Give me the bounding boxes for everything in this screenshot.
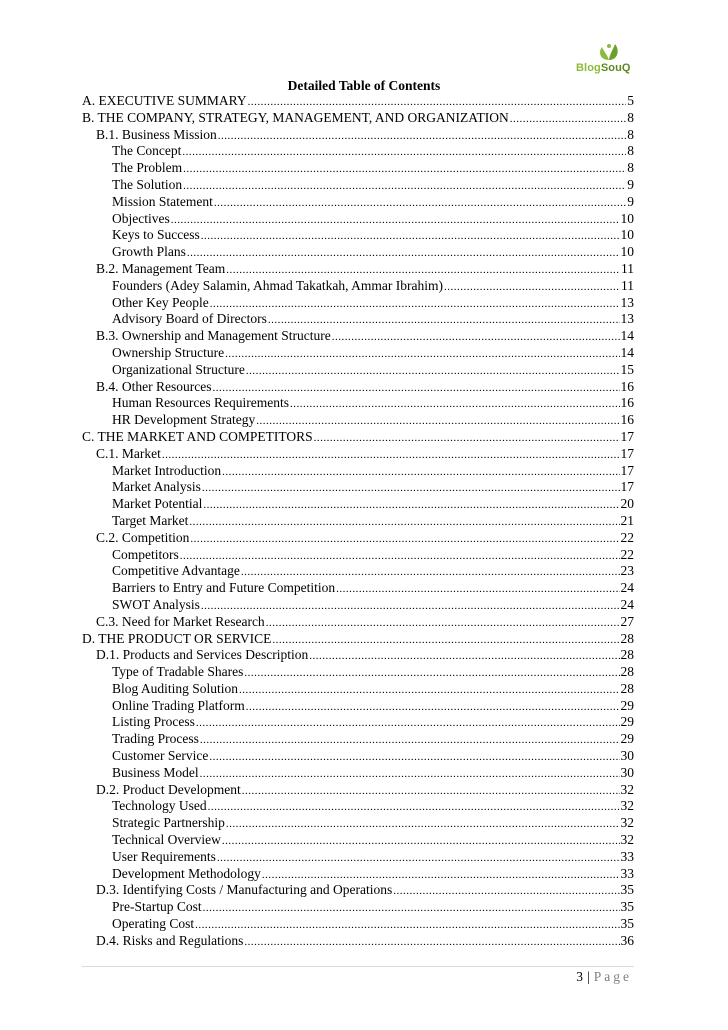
toc-entry-page: 32 xyxy=(620,832,634,848)
toc-entry-page: 9 xyxy=(627,176,634,192)
toc-entry-page: 16 xyxy=(620,378,634,394)
toc-entry[interactable] xyxy=(82,345,634,362)
toc-leader-dots xyxy=(248,94,627,110)
toc-entry-label: B.3. Ownership and Management Structure xyxy=(96,328,331,344)
toc-entry[interactable] xyxy=(82,244,634,261)
toc-entry-page: 35 xyxy=(620,899,634,915)
toc-entry-label: A. EXECUTIVE SUMMARY xyxy=(82,93,247,108)
toc-entry[interactable] xyxy=(82,547,634,564)
toc-entry[interactable] xyxy=(82,395,634,412)
toc-entry-page: 36 xyxy=(620,932,634,948)
toc-entry-page: 30 xyxy=(620,748,634,764)
toc-leader-dots xyxy=(218,128,626,144)
toc-entry[interactable] xyxy=(82,160,634,177)
toc-leader-dots xyxy=(272,632,619,648)
toc-entry[interactable] xyxy=(82,849,634,866)
toc-leader-dots xyxy=(171,212,620,228)
toc-leader-dots xyxy=(241,564,620,580)
toc-entry-label: Development Methodology xyxy=(112,865,261,881)
toc-entry-label: Online Trading Platform xyxy=(112,697,245,713)
toc-entry-page: 8 xyxy=(627,126,634,142)
toc-entry[interactable] xyxy=(82,311,634,328)
toc-leader-dots xyxy=(208,799,620,815)
toc-entry-page: 14 xyxy=(620,328,634,344)
toc-leader-dots xyxy=(256,413,619,429)
toc-entry[interactable] xyxy=(82,227,634,244)
toc-entry-page: 32 xyxy=(620,798,634,814)
toc-entry-label: Trading Process xyxy=(112,731,199,747)
toc-leader-dots xyxy=(195,917,619,933)
toc-entry-label: B. THE COMPANY, STRATEGY, MANAGEMENT, AND ORGANIZATION xyxy=(82,109,509,125)
toc-leader-dots xyxy=(244,934,619,950)
toc-entry-page: 17 xyxy=(620,428,634,444)
toc-entry-page: 28 xyxy=(620,664,634,680)
toc-entry-page: 35 xyxy=(620,916,634,932)
toc-entry-label: Objectives xyxy=(112,210,170,226)
toc-entry-page: 14 xyxy=(620,344,634,360)
toc-entry[interactable] xyxy=(82,899,634,916)
toc-entry-label: C.1. Market xyxy=(96,445,161,461)
toc-entry-label: Founders (Adey Salamin, Ahmad Takatkah, Ammar Ibrahim) xyxy=(112,277,443,293)
toc-entry-page: 33 xyxy=(620,865,634,881)
toc-entry[interactable] xyxy=(82,143,634,160)
toc-entry[interactable] xyxy=(82,211,634,228)
toc-entry[interactable] xyxy=(82,261,634,278)
toc-entry-label: Market Introduction xyxy=(112,462,222,478)
toc-entry-page: 8 xyxy=(627,160,634,176)
toc-entry-label: User Requirements xyxy=(112,848,216,864)
toc-entry-page: 22 xyxy=(620,529,634,545)
toc-leader-dots xyxy=(180,548,620,564)
toc-entry-label: B.2. Management Team xyxy=(96,260,226,276)
toc-entry-label: Market Analysis xyxy=(112,479,201,495)
toc-entry[interactable] xyxy=(82,815,634,832)
toc-entry-label: Other Key People xyxy=(112,294,209,310)
toc-entry-page: 8 xyxy=(627,109,634,125)
toc-entry-page: 29 xyxy=(620,697,634,713)
toc-entry[interactable] xyxy=(82,362,634,379)
page-footer xyxy=(576,969,632,985)
toc-leader-dots xyxy=(200,732,620,748)
toc-leader-dots xyxy=(222,833,620,849)
toc-entry-label: Mission Statement xyxy=(112,193,213,209)
blogsouq-logo xyxy=(572,42,642,76)
toc-leader-dots xyxy=(187,245,620,261)
toc-entry-label: Competitors xyxy=(112,546,179,562)
toc-leader-dots xyxy=(510,111,626,127)
toc-leader-dots xyxy=(336,581,619,597)
toc-entry-page: 10 xyxy=(620,210,634,226)
toc-entry-page: 21 xyxy=(620,512,634,528)
footer-separator: | xyxy=(587,969,590,984)
toc-entry-label: Technology Used xyxy=(112,798,207,814)
footer-divider xyxy=(82,966,634,967)
toc-entry-label: The Concept xyxy=(112,143,182,159)
toc-entry-label: Listing Process xyxy=(112,714,195,730)
toc-entry[interactable] xyxy=(82,295,634,312)
toc-entry[interactable] xyxy=(82,446,634,463)
toc-entry[interactable] xyxy=(82,866,634,883)
toc-entry[interactable] xyxy=(82,580,634,597)
logo-wordmark: BlogSouQ xyxy=(576,62,631,74)
toc-leader-dots xyxy=(226,262,620,278)
toc-entry[interactable] xyxy=(82,882,634,899)
toc-entry[interactable] xyxy=(82,698,634,715)
toc-entry[interactable] xyxy=(82,614,634,631)
toc-entry-label: Customer Service xyxy=(112,748,209,764)
toc-entry[interactable] xyxy=(82,631,634,648)
toc-entry-page: 11 xyxy=(621,260,634,276)
toc-entry-label: B.4. Other Resources xyxy=(96,378,212,394)
toc-leader-dots xyxy=(268,312,620,328)
toc-leader-dots xyxy=(266,615,620,631)
toc-entry-label: Growth Plans xyxy=(112,244,186,260)
toc-entry-page: 17 xyxy=(620,462,634,478)
toc-entry-page: 29 xyxy=(620,731,634,747)
toc-entry-label: The Problem xyxy=(112,160,183,176)
toc-entry[interactable] xyxy=(82,681,634,698)
toc-entry-page: 30 xyxy=(620,764,634,780)
toc-entry-page: 8 xyxy=(627,143,634,159)
footer-page-number: 3 xyxy=(576,969,584,984)
toc-entry[interactable] xyxy=(82,664,634,681)
toc-leader-dots xyxy=(183,161,626,177)
toc-entry-page: 17 xyxy=(620,479,634,495)
toc-leader-dots xyxy=(244,665,619,681)
toc-leader-dots xyxy=(290,396,620,412)
toc-leader-dots xyxy=(196,715,620,731)
toc-entry[interactable] xyxy=(82,379,634,396)
toc-leader-dots xyxy=(222,464,619,480)
toc-entry-label: Competitive Advantage xyxy=(112,563,240,579)
toc-leader-dots xyxy=(201,228,620,244)
toc-leader-dots xyxy=(246,363,620,379)
toc-entry-label: Organizational Structure xyxy=(112,361,245,377)
toc-entry-page: 24 xyxy=(620,580,634,596)
toc-leader-dots xyxy=(332,329,620,345)
toc-entry-label: Barriers to Entry and Future Competition xyxy=(112,580,336,596)
toc-entry[interactable] xyxy=(82,328,634,345)
toc-leader-dots xyxy=(210,296,620,312)
toc-entry-page: 35 xyxy=(620,882,634,898)
toc-entry[interactable] xyxy=(82,832,634,849)
toc-entry[interactable] xyxy=(82,933,634,950)
toc-entry-page: 5 xyxy=(627,93,634,108)
toc-entry-page: 17 xyxy=(620,445,634,461)
toc-leader-dots xyxy=(226,816,620,832)
toc-entry-page: 33 xyxy=(620,848,634,864)
toc-leader-dots xyxy=(182,144,626,160)
toc-entry-page: 28 xyxy=(620,630,634,646)
toc-entry-page: 23 xyxy=(620,563,634,579)
logo-leaf-icon xyxy=(594,42,624,62)
toc-entry-page: 16 xyxy=(620,412,634,428)
toc-leader-dots xyxy=(201,598,620,614)
toc-leader-dots xyxy=(189,514,619,530)
toc-entry[interactable] xyxy=(82,647,634,664)
toc-entry[interactable] xyxy=(82,765,634,782)
toc-leader-dots xyxy=(262,867,620,883)
toc-leader-dots xyxy=(200,766,620,782)
toc-entry-label: HR Development Strategy xyxy=(112,412,256,428)
page-title: Detailed Table of Contents xyxy=(287,78,441,93)
footer-page-label: Page xyxy=(593,969,632,984)
toc-entry-label: Strategic Partnership xyxy=(112,815,225,831)
toc-leader-dots xyxy=(242,783,620,799)
toc-entry-page: 13 xyxy=(620,294,634,310)
toc-leader-dots xyxy=(209,749,619,765)
toc-entry[interactable] xyxy=(82,127,634,144)
toc-leader-dots xyxy=(190,531,619,547)
toc-entry-label: Target Market xyxy=(112,512,189,528)
toc-leader-dots xyxy=(225,346,619,362)
toc-entry-page: 15 xyxy=(620,361,634,377)
toc-entry-label: Human Resources Requirements xyxy=(112,395,289,411)
toc-entry[interactable] xyxy=(82,194,634,211)
toc-entry[interactable] xyxy=(82,278,634,295)
toc-entry-label: B.1. Business Mission xyxy=(96,126,217,142)
toc-entry-label: D.4. Risks and Regulations xyxy=(96,932,244,948)
toc-entry[interactable] xyxy=(82,597,634,614)
toc-leader-dots xyxy=(314,430,620,446)
toc-leader-dots xyxy=(162,447,620,463)
toc-entry-label: Technical Overview xyxy=(112,832,221,848)
toc-entry[interactable] xyxy=(82,714,634,731)
toc-entry-page: 10 xyxy=(620,244,634,260)
toc-entry-label: Keys to Success xyxy=(112,227,200,243)
toc-leader-dots xyxy=(239,682,619,698)
toc-entry[interactable] xyxy=(82,110,634,127)
toc-entry[interactable] xyxy=(82,563,634,580)
toc-entry[interactable] xyxy=(82,429,634,446)
toc-entry[interactable] xyxy=(82,798,634,815)
toc-leader-dots xyxy=(183,178,626,194)
toc-entry-label: Pre-Startup Cost xyxy=(112,899,202,915)
toc-entry[interactable] xyxy=(82,916,634,933)
toc-entry-label: C.3. Need for Market Research xyxy=(96,613,265,629)
toc-entry-label: Market Potential xyxy=(112,496,203,512)
toc-entry-label: D.1. Products and Services Description xyxy=(96,647,309,663)
toc-entry[interactable] xyxy=(82,748,634,765)
toc-entry-page: 13 xyxy=(620,311,634,327)
toc-entry-page: 27 xyxy=(620,613,634,629)
toc-leader-dots xyxy=(393,883,619,899)
toc-entry-label: Blog Auditing Solution xyxy=(112,680,239,696)
toc-entry[interactable] xyxy=(82,177,634,194)
toc-leader-dots xyxy=(214,195,626,211)
toc-entry-page: 32 xyxy=(620,815,634,831)
toc-entry[interactable] xyxy=(82,782,634,799)
toc-entry-page: 20 xyxy=(620,496,634,512)
toc-entry[interactable] xyxy=(82,513,634,530)
toc-entry[interactable] xyxy=(82,479,634,496)
toc-leader-dots xyxy=(212,380,619,396)
toc-entry[interactable] xyxy=(82,412,634,429)
toc-leader-dots xyxy=(444,279,620,295)
toc-leader-dots xyxy=(203,900,620,916)
toc-entry-page: 11 xyxy=(621,277,634,293)
toc-entry-label: D.2. Product Development xyxy=(96,781,241,797)
toc-entry-label: C.2. Competition xyxy=(96,529,190,545)
toc-entry-page: 24 xyxy=(620,596,634,612)
toc-entry[interactable] xyxy=(82,530,634,547)
toc-entry-label: Operating Cost xyxy=(112,916,195,932)
toc-leader-dots xyxy=(203,497,619,513)
toc-entry-label: Business Model xyxy=(112,764,199,780)
toc-entry-page: 32 xyxy=(620,781,634,797)
toc-entry-page: 16 xyxy=(620,395,634,411)
toc-entry-page: 28 xyxy=(620,647,634,663)
toc-entry-page: 9 xyxy=(627,193,634,209)
toc-entry-page: 10 xyxy=(620,227,634,243)
toc-entry-page: 28 xyxy=(620,680,634,696)
toc-leader-dots xyxy=(202,480,620,496)
toc-entry-page: 29 xyxy=(620,714,634,730)
table-of-contents xyxy=(82,93,634,950)
toc-entry-label: Type of Tradable Shares xyxy=(112,664,244,680)
toc-entry-label: C. THE MARKET AND COMPETITORS xyxy=(82,428,313,444)
toc-entry-label: The Solution xyxy=(112,176,183,192)
toc-entry[interactable] xyxy=(82,496,634,513)
toc-entry-label: D. THE PRODUCT OR SERVICE xyxy=(82,630,272,646)
toc-leader-dots xyxy=(309,648,619,664)
toc-entry[interactable] xyxy=(82,731,634,748)
toc-leader-dots xyxy=(246,699,620,715)
toc-entry-label: Ownership Structure xyxy=(112,344,225,360)
toc-entry[interactable] xyxy=(82,93,634,110)
toc-entry[interactable] xyxy=(82,463,634,480)
toc-entry-label: Advisory Board of Directors xyxy=(112,311,267,327)
toc-entry-label: SWOT Analysis xyxy=(112,596,200,612)
toc-entry-label: D.3. Identifying Costs / Manufacturing and Operations xyxy=(96,882,393,898)
toc-leader-dots xyxy=(217,850,620,866)
toc-entry-page: 22 xyxy=(620,546,634,562)
